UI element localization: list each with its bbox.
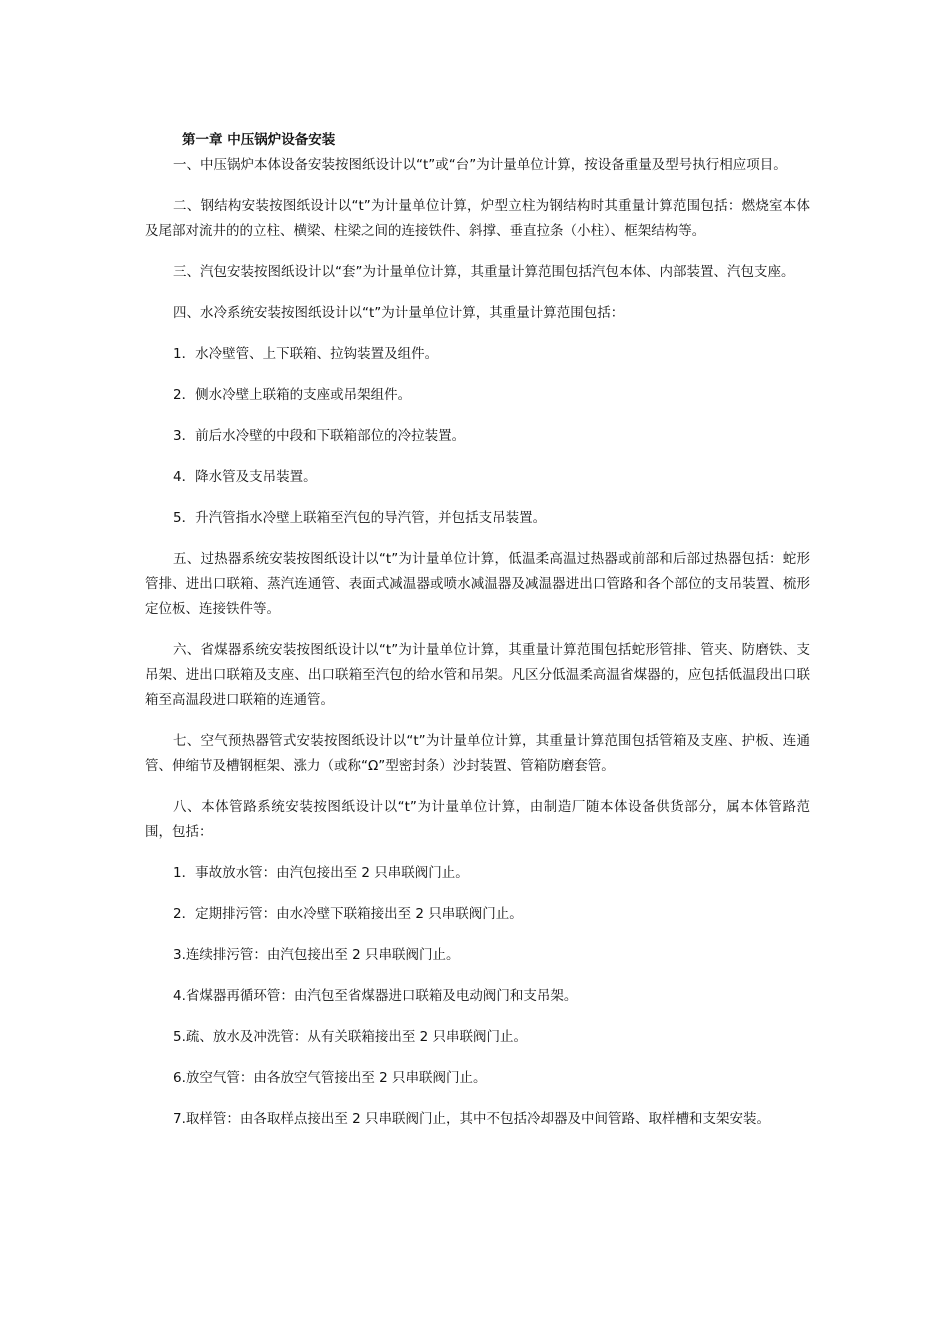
list-item: 3．前后水冷壁的中段和下联箱部位的冷拉装置。 — [173, 428, 466, 444]
list-item: 1．事故放水管：由汽包接出至 2 只串联阀门止。 — [173, 865, 469, 881]
list-item: 4.省煤器再循环管：由汽包至省煤器进口联箱及电动阀门和支吊架。 — [173, 988, 578, 1004]
list-item: 4．降水管及支吊装置。 — [173, 469, 317, 485]
list-item: 5.疏、放水及冲洗管：从有关联箱接出至 2 只串联阀门止。 — [173, 1029, 528, 1045]
list-item: 2．定期排污管：由水冷壁下联箱接出至 2 只串联阀门止。 — [173, 906, 523, 922]
paragraph-2: 二、钢结构安装按图纸设计以“t”为计量单位计算，炉型立柱为钢结构时其重量计算范围包括：燃烧室本体及尾部对流井的的立柱、横梁、柱梁之间的连接铁件、斜撑、垂直拉条（小柱）、框架结构等。 — [145, 198, 810, 239]
paragraph-8: 八、本体管路系统安装按图纸设计以“t”为计量单位计算，由制造厂随本体设备供货部分，属本体管路范围，包括： — [145, 799, 810, 840]
paragraph-6: 六、省煤器系统安装按图纸设计以“t”为计量单位计算，其重量计算范围包括蛇形管排、管夹、防磨铁、支吊架、进出口联箱及支座、出口联箱至汽包的给水管和吊架。凡区分低温柔高温省煤器的，应包括低温段出口联箱至高温段进口联箱的连通管。 — [145, 642, 810, 708]
paragraph-3: 三、汽包安装按图纸设计以“套”为计量单位计算，其重量计算范围包括汽包本体、内部装置、汽包支座。 — [173, 264, 795, 280]
chapter-title: 第一章 中压锅炉设备安装 — [182, 132, 336, 148]
paragraph-4: 四、水冷系统安装按图纸设计以“t”为计量单位计算，其重量计算范围包括： — [173, 305, 625, 321]
document-body — [145, 128, 810, 1132]
list-item: 5．升汽管指水冷壁上联箱至汽包的导汽管，并包括支吊装置。 — [173, 510, 547, 526]
list-item: 6.放空气管：由各放空气管接出至 2 只串联阀门止。 — [173, 1070, 487, 1086]
list-item: 7.取样管：由各取样点接出至 2 只串联阀门止，其中不包括冷却器及中间管路、取样槽和支架安装。 — [173, 1111, 771, 1127]
paragraph-7: 七、空气预热器管式安装按图纸设计以“t”为计量单位计算，其重量计算范围包括管箱及支座、护板、连通管、伸缩节及槽钢框架、涨力（或称“Ω”型密封条）沙封装置、管箱防磨套管。 — [145, 733, 810, 774]
paragraph-1: 一、中压锅炉本体设备安装按图纸设计以“t”或“台”为计量单位计算，按设备重量及型号执行相应项目。 — [173, 157, 787, 173]
list-item: 2．侧水冷壁上联箱的支座或吊架组件。 — [173, 387, 412, 403]
list-item: 3.连续排污管：由汽包接出至 2 只串联阀门止。 — [173, 947, 460, 963]
list-item: 1．水冷壁管、上下联箱、拉钩装置及组件。 — [173, 346, 439, 362]
paragraph-5: 五、过热器系统安装按图纸设计以“t”为计量单位计算，低温柔高温过热器或前部和后部过热器包括：蛇形管排、进出口联箱、蒸汽连通管、表面式减温器或喷水减温器及减温器进出口管路和各个部位的支吊装置、梳形定位板、连接铁件等。 — [145, 551, 810, 617]
